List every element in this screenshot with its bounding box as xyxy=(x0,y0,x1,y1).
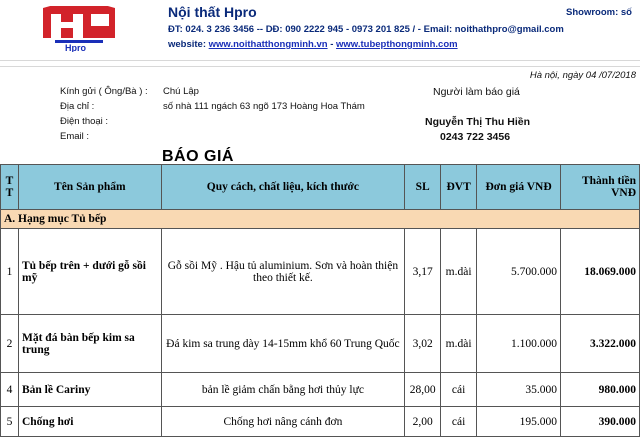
cell-unit: m.dài xyxy=(441,315,477,373)
date-line: Hà nội, ngày 04 /07/2018 xyxy=(529,70,636,81)
showroom-label: Showroom: số xyxy=(566,7,632,18)
website-link-2[interactable]: www.tubepthongminh.com xyxy=(336,39,458,50)
cell-spec: Chống hơi nâng cánh đơn xyxy=(161,407,404,437)
website-label: website: xyxy=(168,39,207,50)
phone-label: Điện thoại : xyxy=(60,116,109,127)
table-row xyxy=(1,315,640,373)
cell-tt: 5 xyxy=(1,407,19,437)
cell-name: Mặt đá bàn bếp kim sa trung xyxy=(18,315,161,373)
section-row xyxy=(1,210,640,229)
table-row xyxy=(1,407,640,437)
section-label: A. Hạng mục Tủ bếp xyxy=(1,210,640,229)
cell-price: 35.000 xyxy=(477,373,561,407)
company-websites xyxy=(168,39,458,50)
header-name: Tên Sản phẩm xyxy=(18,165,161,210)
cell-total: 390.000 xyxy=(561,407,640,437)
to-label: Kính gửi ( Ông/Bà ) : xyxy=(60,86,148,97)
header-qty: SL xyxy=(405,165,441,210)
preparer-label: Người làm báo giá xyxy=(433,86,520,98)
cell-spec: Gỗ sồi Mỹ . Hậu tủ aluminium. Sơn và hoàn thiện theo thiết kế. xyxy=(161,229,404,315)
cell-qty: 2,00 xyxy=(405,407,441,437)
cell-unit: cái xyxy=(441,407,477,437)
cell-total: 980.000 xyxy=(561,373,640,407)
cell-qty: 28,00 xyxy=(405,373,441,407)
email-label: Email : xyxy=(60,131,90,142)
cell-price: 5.700.000 xyxy=(477,229,561,315)
preparer-name: Nguyễn Thị Thu Hiền xyxy=(425,116,530,128)
company-contact: ĐT: 024. 3 236 3456 -- DĐ: 090 2222 945 - 0973 201 825 / - Email: noithathpro@gmail.com xyxy=(168,24,564,35)
gridline xyxy=(0,66,640,67)
cell-spec: bản lề giảm chấn bằng hơi thủy lực xyxy=(161,373,404,407)
cell-tt: 1 xyxy=(1,229,19,315)
cell-spec: Đá kim sa trung dày 14-15mm khổ 60 Trung Quốc xyxy=(161,315,404,373)
table-row xyxy=(1,373,640,407)
to-value: Chú Lập xyxy=(163,86,199,97)
document-title: BÁO GIÁ xyxy=(162,148,234,165)
company-name: Nội thất Hpro xyxy=(168,4,257,20)
header-unit: ĐVT xyxy=(441,165,477,210)
cell-unit: m.dài xyxy=(441,229,477,315)
gridline xyxy=(0,60,640,61)
cell-qty: 3,17 xyxy=(405,229,441,315)
cell-total: 3.322.000 xyxy=(561,315,640,373)
website-separator: - xyxy=(327,39,337,50)
cell-tt: 4 xyxy=(1,373,19,407)
website-link-1[interactable]: www.noithatthongminh.vn xyxy=(208,39,328,50)
quote-table xyxy=(0,164,640,437)
preparer-phone: 0243 722 3456 xyxy=(440,131,511,143)
header-tt: T T xyxy=(1,165,19,210)
cell-total: 18.069.000 xyxy=(561,229,640,315)
cell-unit: cái xyxy=(441,373,477,407)
cell-tt: 2 xyxy=(1,315,19,373)
address-value: số nhà 111 ngách 63 ngõ 173 Hoàng Hoa Thám xyxy=(163,101,365,112)
cell-name: Tủ bếp trên + dưới gỗ sồi mỹ xyxy=(18,229,161,315)
cell-name: Chống hơi xyxy=(18,407,161,437)
address-label: Địa chỉ : xyxy=(60,101,95,112)
table-header-row xyxy=(1,165,640,210)
svg-text:Hpro: Hpro xyxy=(65,43,86,52)
cell-price: 195.000 xyxy=(477,407,561,437)
table-row xyxy=(1,229,640,315)
company-logo xyxy=(27,6,131,52)
header-spec: Quy cách, chất liệu, kích thước xyxy=(161,165,404,210)
cell-price: 1.100.000 xyxy=(477,315,561,373)
cell-qty: 3,02 xyxy=(405,315,441,373)
header-price: Đơn giá VNĐ xyxy=(477,165,561,210)
header-total: Thành tiền VNĐ xyxy=(561,165,640,210)
cell-name: Bản lề Cariny xyxy=(18,373,161,407)
